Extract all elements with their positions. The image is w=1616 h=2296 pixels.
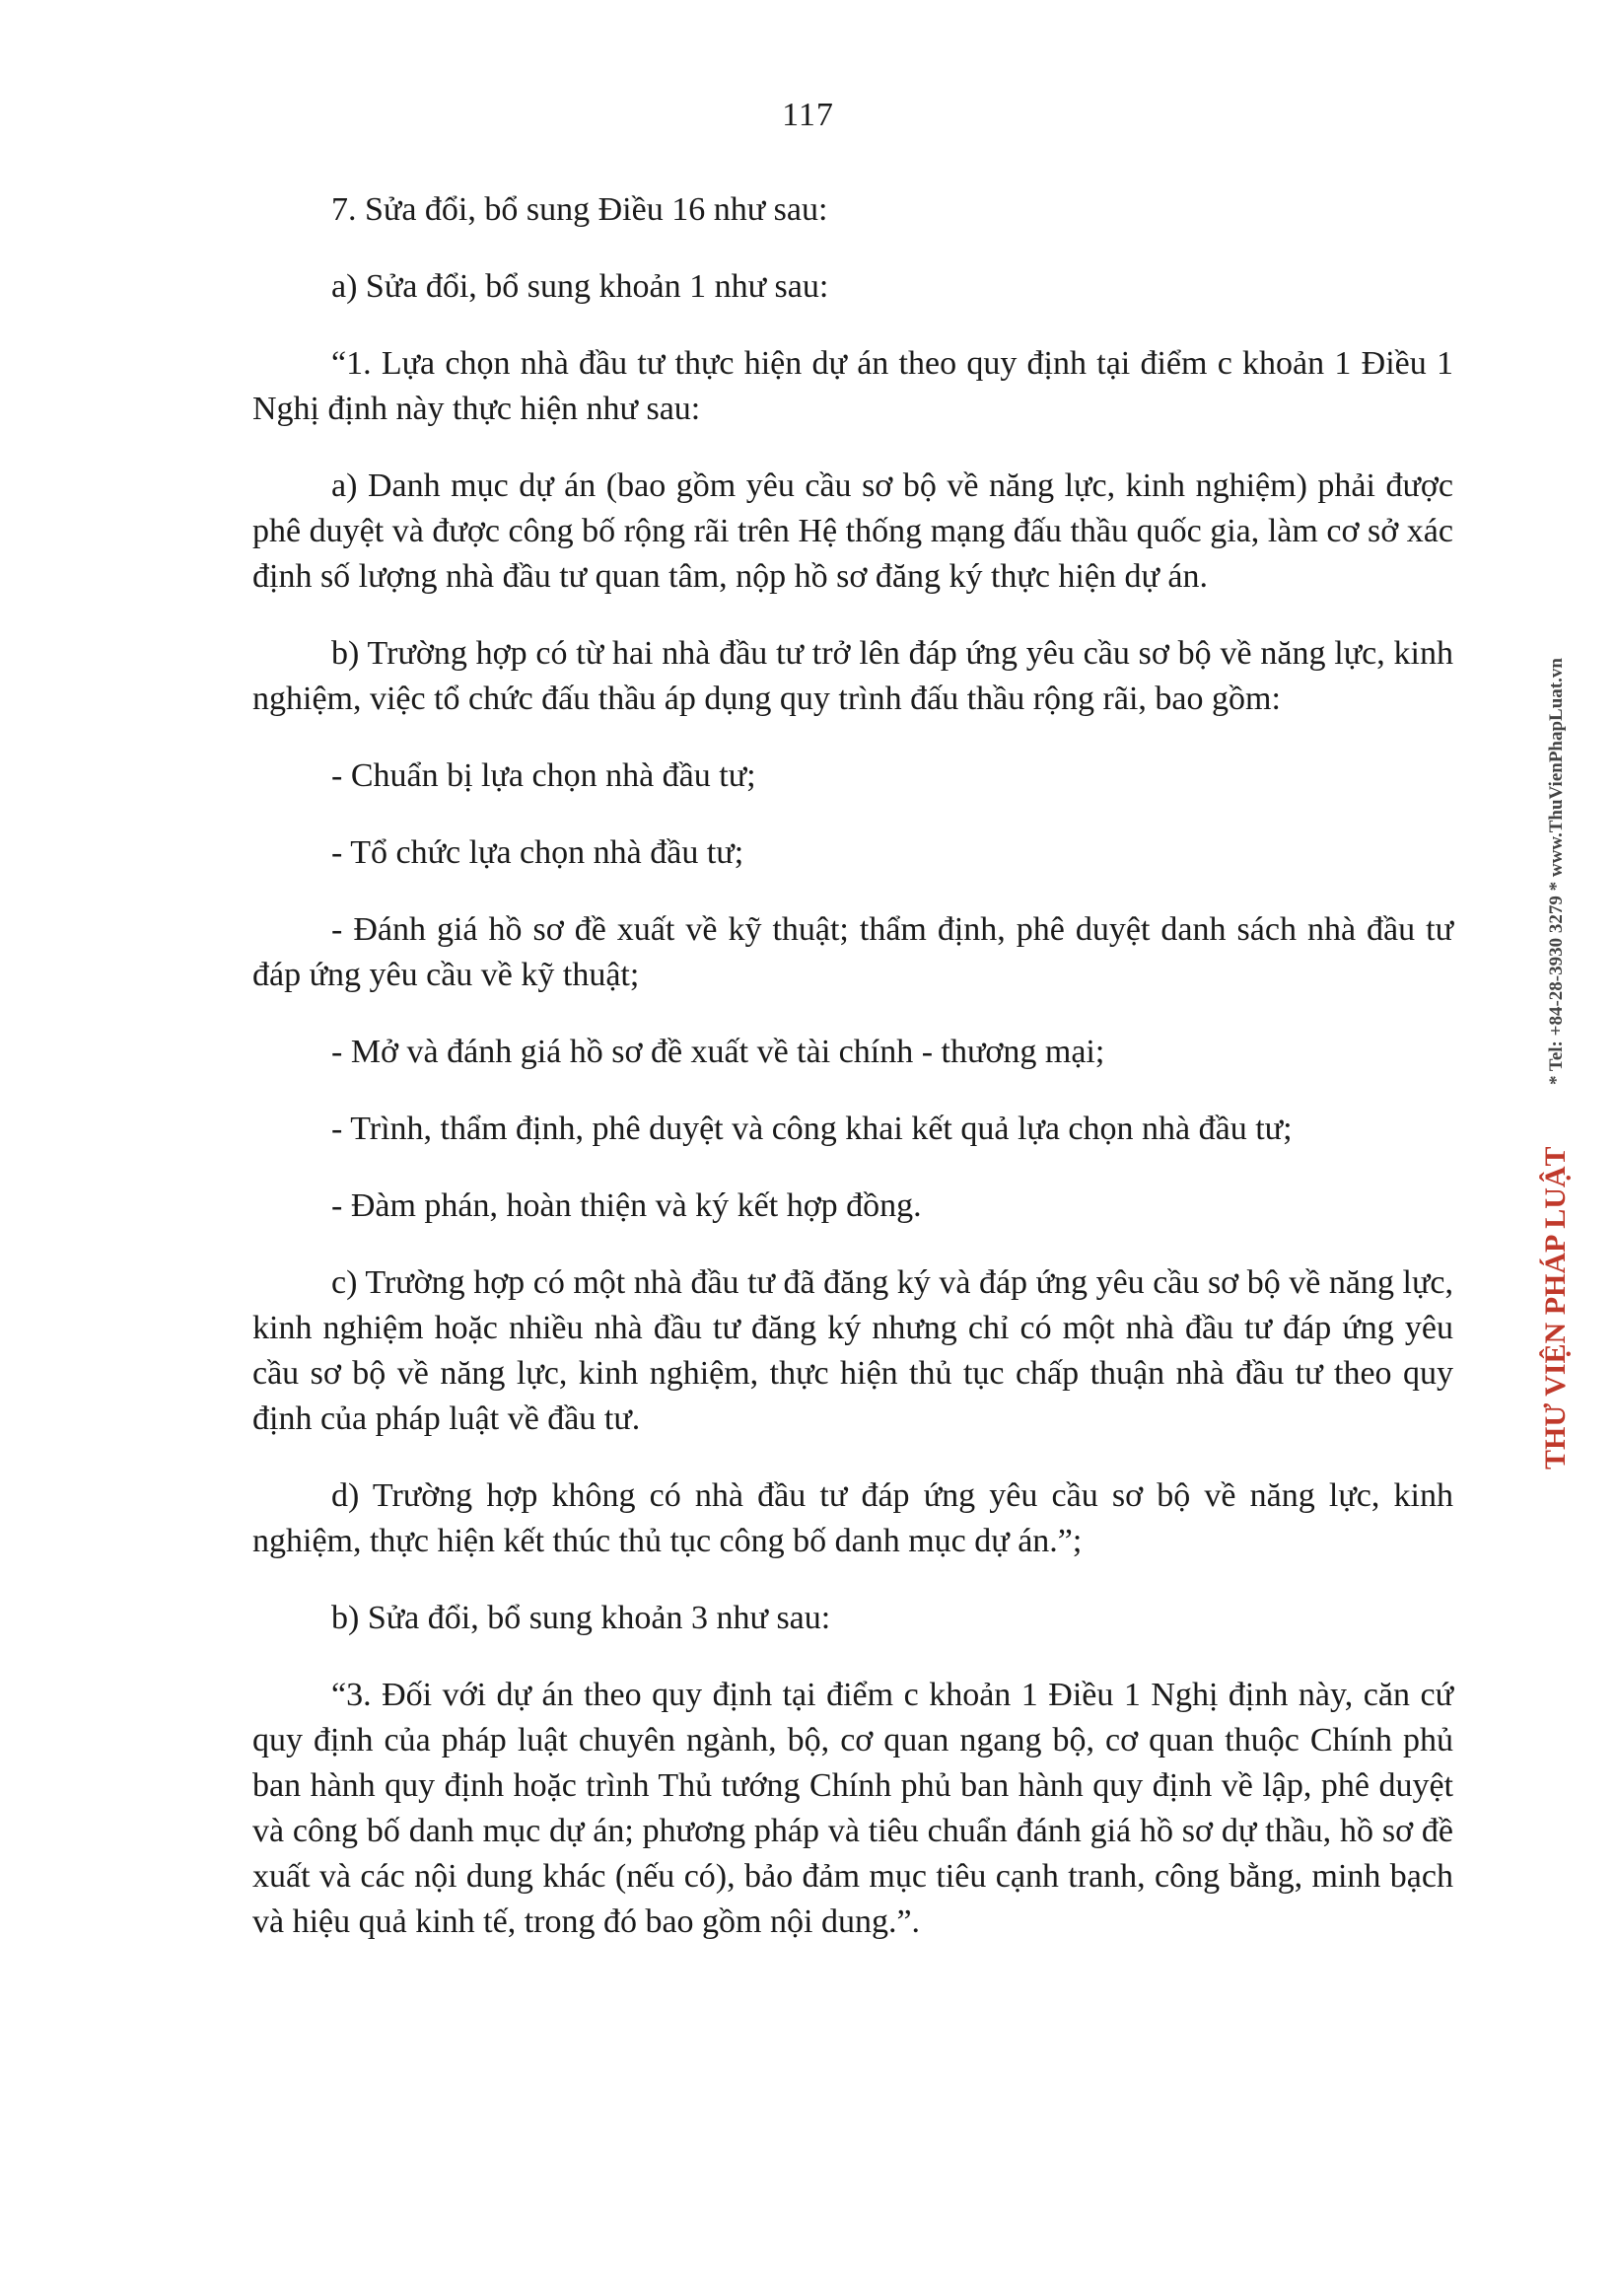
paragraph: a) Danh mục dự án (bao gồm yêu cầu sơ bộ về năng lực, kinh nghiệm) phải được phê duyệt và được công bố rộng rãi trên Hệ thống mạng đấu thầu quốc gia, làm cơ sở xác định số lượng nhà đầu tư quan tâm, nộp hồ sơ đăng ký thực hiện dự án. xyxy=(252,467,1453,595)
document-body xyxy=(252,187,1453,1976)
paragraph: c) Trường hợp có một nhà đầu tư đã đăng ký và đáp ứng yêu cầu sơ bộ về năng lực, kinh nghiệm hoặc nhiều nhà đầu tư đăng ký nhưng chỉ có một nhà đầu tư đáp ứng yêu cầu sơ bộ về năng lực, kinh nghiệm, thực hiện thủ tục chấp thuận nhà đầu tư theo quy định của pháp luật về đầu tư. xyxy=(252,1264,1453,1437)
watermark-contact: * Tel: +84-28-3930 3279 * www.ThuVienPhapLuat.vn xyxy=(1546,658,1567,1085)
watermark-svg xyxy=(1538,533,1574,1470)
page-number: 117 xyxy=(782,97,834,133)
paragraph: b) Trường hợp có từ hai nhà đầu tư trở lên đáp ứng yêu cầu sơ bộ về năng lực, kinh nghiệm, việc tổ chức đấu thầu áp dụng quy trình đấu thầu rộng rãi, bao gồm: xyxy=(252,635,1453,717)
paragraph: a) Sửa đổi, bổ sung khoản 1 như sau: xyxy=(331,268,829,305)
watermark xyxy=(1538,533,1574,1470)
paragraph: - Trình, thẩm định, phê duyệt và công khai kết quả lựa chọn nhà đầu tư; xyxy=(331,1111,1293,1147)
watermark-brand: THƯ VIỆN PHÁP LUẬT xyxy=(1539,1146,1572,1470)
paragraph: b) Sửa đổi, bổ sung khoản 3 như sau: xyxy=(331,1600,831,1636)
paragraph: “3. Đối với dự án theo quy định tại điểm c khoản 1 Điều 1 Nghị định này, căn cứ quy định của pháp luật chuyên ngành, bộ, cơ quan ngang bộ, cơ quan thuộc Chính phủ ban hành quy định hoặc trình Thủ tướng Chính phủ ban hành quy định về lập, phê duyệt và công bố danh mục dự án; phương pháp và tiêu chuẩn đánh giá hồ sơ dự thầu, hồ sơ đề xuất và các nội dung khác (nếu có), bảo đảm mục tiêu cạnh tranh, công bằng, minh bạch và hiệu quả kinh tế, trong đó bao gồm nội dung.”. xyxy=(252,1677,1453,1940)
paragraph: - Mở và đánh giá hồ sơ đề xuất về tài chính - thương mại; xyxy=(331,1034,1105,1070)
paragraph: - Chuẩn bị lựa chọn nhà đầu tư; xyxy=(331,757,756,794)
paragraph: 7. Sửa đổi, bổ sung Điều 16 như sau: xyxy=(331,191,828,228)
paragraph: - Đàm phán, hoàn thiện và ký kết hợp đồng. xyxy=(331,1187,922,1224)
paragraph: - Tổ chức lựa chọn nhà đầu tư; xyxy=(331,834,744,871)
paragraph: “1. Lựa chọn nhà đầu tư thực hiện dự án theo quy định tại điểm c khoản 1 Điều 1 Nghị định này thực hiện như sau: xyxy=(252,345,1453,427)
paragraph: d) Trường hợp không có nhà đầu tư đáp ứng yêu cầu sơ bộ về năng lực, kinh nghiệm, thực hiện kết thúc thủ tục công bố danh mục dự án.”; xyxy=(252,1477,1453,1559)
paragraph: - Đánh giá hồ sơ đề xuất về kỹ thuật; thẩm định, phê duyệt danh sách nhà đầu tư đáp ứng yêu cầu về kỹ thuật; xyxy=(252,911,1453,993)
